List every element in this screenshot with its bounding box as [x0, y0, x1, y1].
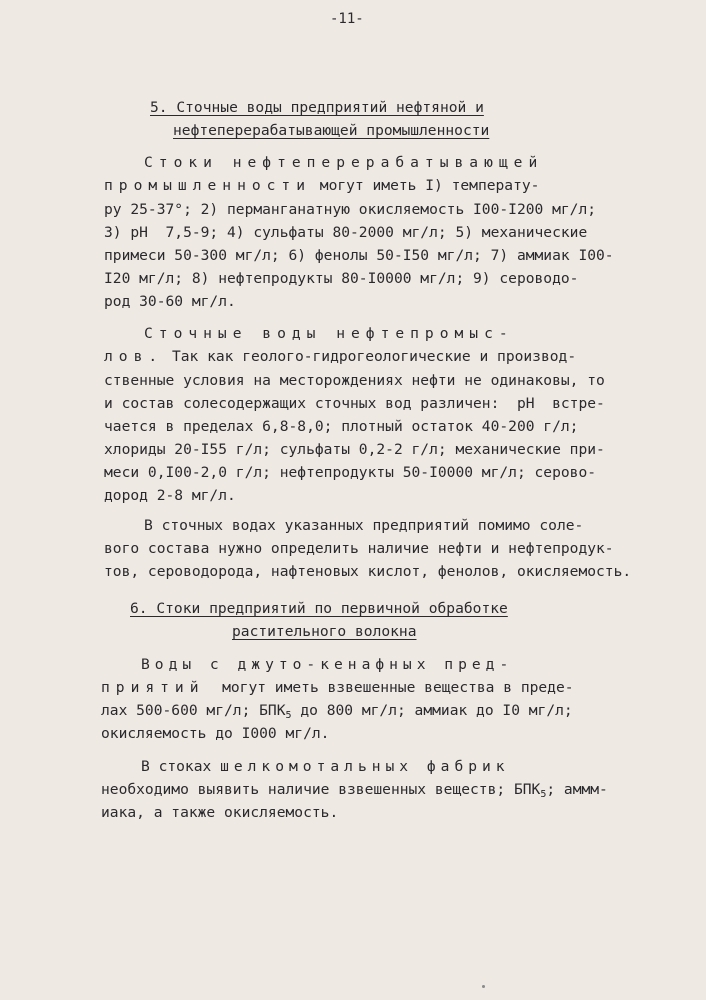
section-6-p1-line-3 — [101, 704, 573, 721]
section-5-p2-term-b: лов. — [104, 348, 164, 365]
section-6-p2-line-2-a: необходимо выявить наличие взвешенных веществ; БПК — [101, 781, 541, 798]
section-5-p1-line-2 — [104, 179, 539, 194]
section-6-p1-line-2 — [101, 681, 574, 696]
section-5-p2-term-a: Сточные воды нефтепромыс- — [144, 325, 514, 342]
paper-speck — [482, 985, 485, 988]
section-5-p1-line-4: 3) pH 7,5-9; 4) сульфаты 80-2000 мг/л; 5) механические — [104, 224, 588, 241]
section-5-p1-term-b: промышленности — [104, 177, 312, 194]
section-5-p2-line-5: чается в пределах 6,8-8,0; плотный остаток 40-200 г/л; — [104, 418, 579, 435]
section-5-p1-line-2-rest: могут иметь I) температу- — [311, 177, 540, 194]
section-6-p1-line-3-a: лах 500-600 мг/л; БПК — [101, 702, 286, 719]
section-6-p2-line-3: иака, а также окисляемость. — [101, 804, 339, 821]
section-5-p1-term-a: Стоки нефтеперерабатывающей — [144, 154, 544, 171]
section-6-p1-term-b: приятий — [101, 679, 205, 696]
section-6-heading-line-2: растительного волокна — [232, 623, 417, 640]
section-5-p3-line-3: тов, сероводорода, нафтеновых кислот, фенолов, окисляемость. — [104, 563, 632, 580]
section-5-p1-line-5: примеси 50-300 мг/л; 6) фенолы 50-I50 мг/л; 7) аммиак I00- — [104, 247, 614, 264]
section-5-heading-line-2: нефтеперерабатывающей промышленности — [173, 122, 490, 139]
section-5-p2-line-4: и состав солесодержащих сточных вод различен: pH встре- — [104, 395, 605, 412]
section-6-heading-line-1: 6. Стоки предприятий по первичной обработке — [130, 600, 508, 617]
section-6-p1-line-3-sub: 5 — [285, 710, 292, 721]
section-5-p2-line-2-rest: Так как геолого-гидрогеологические и производ- — [163, 348, 577, 365]
section-6-p2-line-2 — [101, 783, 608, 800]
section-6-p2-line-1-a: В стоках — [141, 758, 221, 775]
section-6-p1-line-2-rest: могут иметь взвешенные вещества в преде- — [204, 679, 574, 696]
section-5-p2-line-7: меси 0,I00-2,0 г/л; нефтепродукты 50-I0000 мг/л; серово- — [104, 464, 597, 481]
section-5-p2-line-2 — [104, 350, 576, 365]
section-5-p3-line-1: В сточных водах указанных предприятий помимо соле- — [144, 517, 584, 534]
section-6-p1-line-4: окисляемость до I000 мг/л. — [101, 725, 330, 742]
section-5-p1-line-3: ру 25-37°; 2) перманганатную окисляемость I00-I200 мг/л; — [104, 201, 597, 218]
section-5-p2-line-3: ственные условия на месторождениях нефти не одинаковы, то — [104, 372, 605, 389]
section-6-p2-term: шелкомотальных фабрик — [220, 758, 510, 775]
section-5-heading-line-1: 5. Сточные воды предприятий нефтяной и — [150, 99, 484, 116]
page-number: -11- — [330, 11, 364, 27]
section-5-p3-line-2: вого состава нужно определить наличие нефти и нефтепродук- — [104, 540, 614, 557]
section-5-p2-line-6: хлориды 20-I55 г/л; сульфаты 0,2-2 г/л; механические при- — [104, 441, 605, 458]
section-6-p2-line-2-b: ; аммм- — [546, 781, 608, 798]
section-6-p2-line-1 — [141, 760, 510, 775]
section-5-p1-line-6: I20 мг/л; 8) нефтепродукты 80-I0000 мг/л; 9) сероводо- — [104, 270, 579, 287]
section-5-p2-line-8: дород 2-8 мг/л. — [104, 487, 236, 504]
section-5-p1-line-7: род 30-60 мг/л. — [104, 293, 236, 310]
section-6-p1-term-a: Воды с джуто-кенафных пред- — [141, 656, 514, 673]
section-6-p2-line-2-sub: 5 — [540, 789, 547, 800]
section-6-p1-line-3-b: до 800 мг/л; аммиак до I0 мг/л; — [291, 702, 573, 719]
